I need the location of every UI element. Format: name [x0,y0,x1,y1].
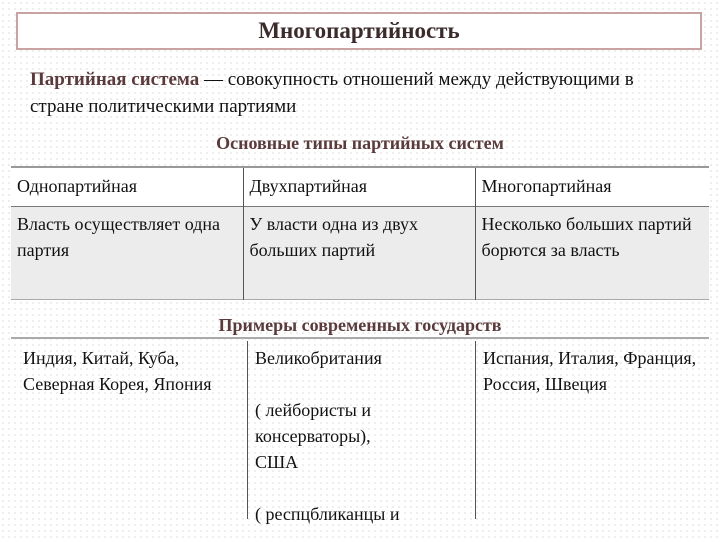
example-line: Великобритания [255,348,382,368]
column-divider [247,341,248,519]
column-divider [475,341,476,519]
examples-section [11,337,709,542]
types-heading: Основные типы партийных систем [216,133,504,153]
definition-paragraph [30,66,690,120]
examples-heading: Примеры современных государств [218,315,502,335]
type-description-cell: У власти одна из двух больших партий [243,207,475,300]
definition-text: — совокупность отношений между действующими в стране политическими партиями [30,69,634,117]
example-line: ( лейбористы и консерваторы), [255,400,371,446]
party-types-table [11,166,709,300]
table-header-row [11,167,709,207]
example-line: США [255,452,299,472]
examples-one-party: Индия, Китай, Куба, Северная Корея, Япония [23,348,212,394]
type-description-cell: Власть осуществляет одна партия [11,207,243,300]
examples-two-party [255,345,465,527]
definition-term: Партийная система [30,69,200,90]
type-name-cell: Многопартийная [475,167,709,207]
example-line: ( респцбликанцы и [255,504,400,524]
type-name-cell: Двухпартийная [243,167,475,207]
examples-multi-party: Испания, Италия, Франция, Россия, Швеция [483,348,697,394]
slide-title-text: Многопартийность [258,18,460,43]
type-description-cell: Несколько больших партий борются за власть [475,207,709,300]
slide-title [16,12,702,50]
type-name-cell: Однопартийная [11,167,243,207]
table-row [11,207,709,300]
